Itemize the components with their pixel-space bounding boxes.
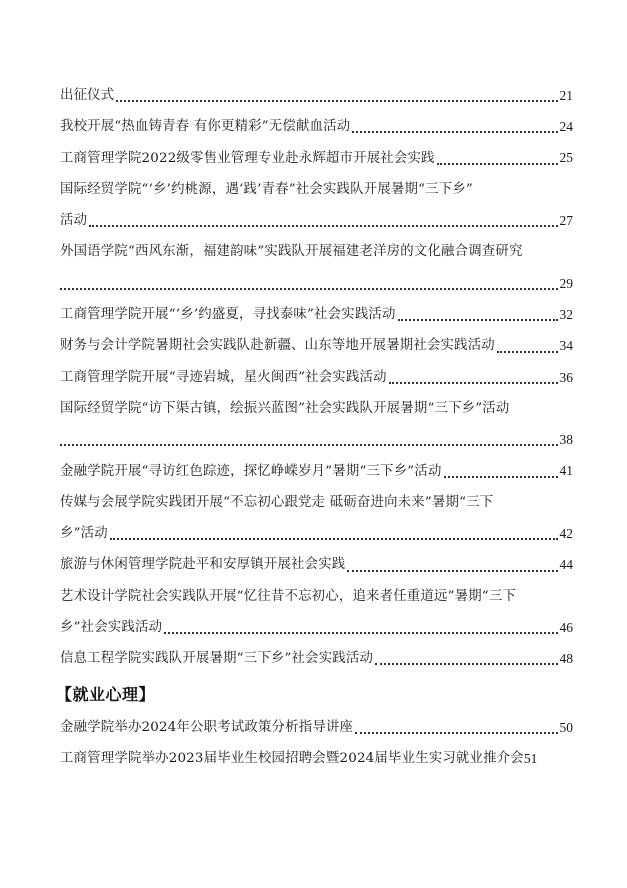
dot-leader (60, 443, 558, 446)
toc-entry-title: 外国语学院“西风东渐，福建韵味”实践队开展福建老洋房的文化融合调查研究 (60, 244, 523, 260)
toc-entry-page: 36 (559, 369, 573, 385)
toc-entry-title: 乡”社会实践活动 (60, 619, 163, 635)
toc-entry-title: 我校开展“热血铸青春 有你更精彩”无偿献血活动 (60, 119, 351, 135)
dot-leader (355, 731, 557, 734)
toc-entry-line1[interactable] (60, 581, 573, 612)
toc-entry-page: 46 (559, 619, 573, 635)
table-of-contents (56, 80, 573, 774)
dot-leader (497, 350, 558, 353)
toc-entry[interactable] (60, 712, 573, 743)
toc-entry-page: 21 (559, 87, 573, 103)
toc-entry-title: 工商管理学院2022级零售业管理专业赴永辉超市开展社会实践 (60, 150, 435, 166)
dot-leader (398, 318, 558, 321)
toc-entry-line1[interactable] (60, 393, 573, 424)
dot-leader (444, 475, 558, 478)
toc-entry-title: 信息工程学院实践队开展暑期“三下乡”社会实践活动 (60, 651, 374, 667)
dot-leader (60, 287, 558, 290)
toc-entry-title: 出征仪式 (60, 87, 115, 103)
toc-entry-title: 金融学院举办2024年公职考试政策分析指导讲座 (60, 719, 354, 735)
toc-entry-title: 工商管理学院开展“寻迹岩城，星火闽西”社会实践活动 (60, 369, 387, 385)
toc-entry-title: 艺术设计学院社会实践队开展“忆往昔不忘初心，追来者任重道远”暑期“三下 (60, 588, 517, 604)
toc-entry[interactable] (60, 330, 573, 361)
toc-entry-line2[interactable] (60, 424, 573, 455)
toc-entry-title: 金融学院开展“寻访红色踪迹，探忆峥嵘岁月”暑期“三下乡”活动 (60, 463, 442, 479)
toc-entry-page: 44 (559, 557, 573, 573)
dot-leader (110, 537, 558, 540)
toc-entry-title: 财务与会计学院暑期社会实践队赴新疆、山东等地开展暑期社会实践活动 (60, 338, 495, 354)
toc-entry[interactable] (60, 80, 573, 111)
toc-entry-line2[interactable] (60, 518, 573, 549)
toc-entry-line2[interactable] (60, 268, 573, 299)
toc-entry-page: 34 (559, 338, 573, 354)
toc-entry-page: 48 (559, 651, 573, 667)
dot-leader (389, 381, 558, 384)
toc-entry-page: 38 (559, 432, 573, 448)
toc-entry-page: 29 (559, 275, 573, 291)
dot-leader (164, 631, 557, 634)
toc-entry-page: 27 (559, 213, 573, 229)
toc-entry-page: 42 (559, 526, 573, 542)
toc-entry[interactable] (60, 549, 573, 580)
dot-leader (352, 130, 557, 133)
dot-leader (89, 224, 557, 227)
toc-entry-line2[interactable] (60, 612, 573, 643)
toc-entry[interactable] (60, 743, 573, 774)
toc-entry-title: 乡”活动 (60, 526, 108, 542)
dot-leader (347, 569, 557, 572)
dot-leader (437, 162, 558, 165)
toc-entry-page: 24 (559, 119, 573, 135)
toc-entry-title: 工商管理学院开展“‘乡’约盛夏，寻找泰味”社会实践活动 (60, 307, 396, 323)
toc-entry-title: 活动 (60, 213, 88, 229)
dot-leader (116, 99, 557, 102)
toc-entry-page: 32 (559, 306, 573, 322)
toc-entry-line1[interactable] (60, 236, 573, 267)
toc-entry-page: 50 (559, 719, 573, 735)
toc-entry[interactable] (60, 111, 573, 142)
toc-entry[interactable] (60, 456, 573, 487)
toc-entry-line1[interactable] (60, 487, 573, 518)
toc-entry-title: 国际经贸学院“‘乡’约桃源，遇‘践’青春”社会实践队开展暑期“三下乡” (60, 181, 473, 197)
toc-entry[interactable] (60, 362, 573, 393)
toc-entry[interactable] (60, 299, 573, 330)
toc-entry-page: 25 (559, 150, 573, 166)
toc-entry-title: 传媒与会展学院实践团开展“不忘初心跟党走 砥砺奋进向未来”暑期“三下 (60, 494, 494, 510)
toc-entry[interactable] (60, 643, 573, 674)
toc-entry-line1[interactable] (60, 174, 573, 205)
toc-entry-page: 51 (523, 750, 538, 766)
toc-entry-page: 41 (559, 463, 573, 479)
toc-entry[interactable] (60, 143, 573, 174)
toc-entry-line2[interactable] (60, 205, 573, 236)
toc-entry-title: 国际经贸学院“访下渠古镇，绘振兴蓝图”社会实践队开展暑期“三下乡”活动 (60, 400, 510, 416)
toc-entry-title: 工商管理学院举办2023届毕业生校园招聘会暨2024届毕业生实习就业推介会 (60, 750, 524, 766)
section-heading: 【就业心理】 (56, 684, 156, 704)
dot-leader (375, 662, 557, 665)
toc-entry-title: 旅游与休闲管理学院赴平和安厚镇开展社会实践 (60, 557, 346, 573)
